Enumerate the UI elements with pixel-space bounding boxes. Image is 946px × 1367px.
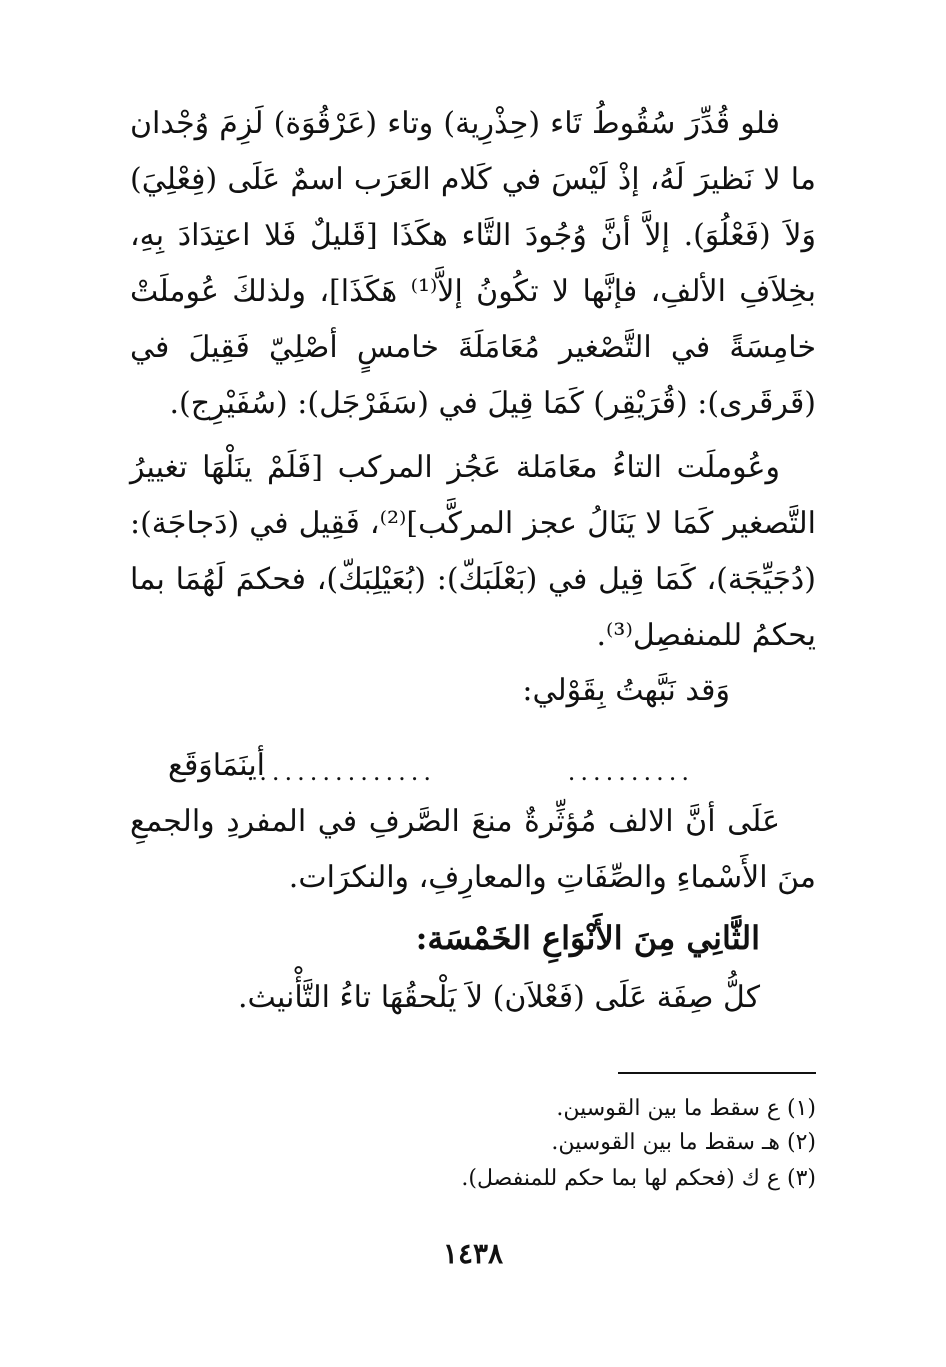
- page-number: ١٤٣٨: [442, 1237, 504, 1270]
- footnote-3: (٣) ع ك (فحكم لها بما حكم للمنفصل).: [461, 1166, 816, 1191]
- paragraph-3: وَقد نَبَّهتُ بِقَوْلي:: [522, 673, 730, 708]
- verse-dots-left: ...............: [246, 758, 436, 786]
- footnote-1: (١) ع سقط ما بين القوسين.: [556, 1096, 816, 1121]
- paragraph-5: كلُّ صِفَة عَلَى (فَعْلاَن) لاَ يَلْحقُهَا تاءُ التَّأْنيث.: [237, 980, 760, 1015]
- verse-dots-right: ..........: [567, 758, 694, 786]
- paragraph-2: وعُوملَت التاءُ معَامَلة عَجُز المركب [فَلَمْ ينَلْهَا تغييرُ التَّصغير كَمَا لا يَنَالُ عجز المركَّب]⁽²⁾، فَقِيل في (دَجاجَة): (دُجَيِّجَة)، كَمَا قِيل في (بَعْلَبَكّ): (بُعَيْلِبَكّ)، فحكمَ لَهُمَا بما يحكمُ للمنفصِل⁽³⁾.: [130, 450, 816, 653]
- footnote-2: (٢) هـ سقط ما بين القوسين.: [551, 1130, 816, 1155]
- verse-word: أينَمَاوَقَع: [168, 748, 266, 783]
- footnote-divider: [618, 1072, 816, 1074]
- paragraph-1: فلو قُدِّرَ سُقُوطُ تَاء (حِذْرِية) وتاء (عَرْقُوَة) لَزِمَ وُجْدان ما لا نَظيرَ لَهُ، إذْ لَيْسَ في كَلام العَرَب اسمٌ عَلَى (فِعْلِيَ) وَلاَ (فَعْلُوَ). إلاَّ أنَّ وُجُودَ التَّاء هكَذَا [قَليلٌ فَلا اعتِدَادَ بِهِ، بخِلاَفِ الألفِ، فإنَّها لا تكُونُ إلاَّ⁽¹⁾ هَكَذَا]، ولذلكَ عُوملَتْ خامِسَةً في التَّصْغير مُعَامَلَةَ خامسٍ أصْلِيّ فَقِيلَ في (قَرقَرى): (قُرَيْقِر) كَمَا قِيلَ في (سَفَرْجَل): (سُفَيْرِج).: [130, 106, 816, 421]
- paragraph-4: عَلَى أنَّ الالف مُؤثِّرةٌ منعَ الصَّرفِ في المفردِ والجمعِ منَ الأَسْماءِ والصِّفَاتِ والمعارِفِ، والنكرَات.: [130, 804, 816, 895]
- section-heading: الثَّانِي مِنَ الأَنْوَاعِ الخَمْسَة:: [415, 919, 760, 957]
- verse-line: [168, 738, 816, 794]
